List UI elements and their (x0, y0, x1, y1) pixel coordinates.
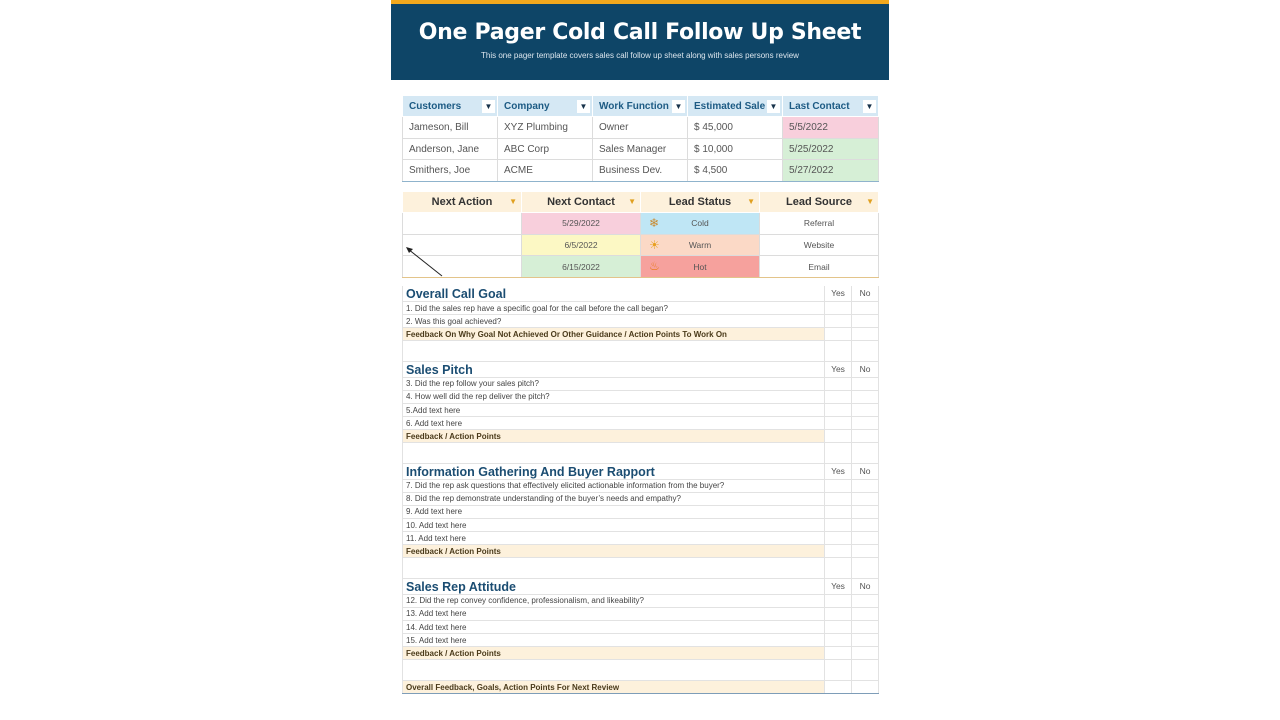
company-cell[interactable]: XYZ Plumbing (498, 117, 593, 139)
next-contact-cell[interactable]: 5/29/2022 (522, 213, 641, 235)
page-title: One Pager Cold Call Follow Up Sheet (418, 20, 862, 45)
question-text: 11. Add text here (403, 532, 825, 545)
feedback-label: Feedback On Why Goal Not Achieved Or Other Guidance / Action Points To Work On (403, 328, 825, 341)
feedback-label: Feedback / Action Points (403, 430, 825, 443)
one-pager-sheet (391, 0, 889, 720)
yes-cell[interactable] (825, 621, 852, 634)
feedback-row (403, 647, 879, 660)
section-header-row (403, 579, 879, 595)
column-header-last-contact[interactable]: Last Contact ▼ (783, 96, 879, 117)
no-cell[interactable] (852, 479, 879, 492)
question-text: 2. Was this goal achieved? (403, 315, 825, 328)
no-header: No (852, 579, 879, 595)
customer-cell[interactable]: Jameson, Bill (403, 117, 498, 139)
yes-cell[interactable] (825, 492, 852, 505)
no-header: No (852, 286, 879, 302)
no-cell[interactable] (852, 519, 879, 532)
yes-cell[interactable] (825, 634, 852, 647)
function-cell[interactable]: Sales Manager (593, 138, 688, 160)
fire-icon: ♨ (649, 259, 660, 274)
no-cell[interactable] (852, 417, 879, 430)
yes-header: Yes (825, 464, 852, 480)
final-feedback-row (403, 681, 879, 694)
customers-header-row (403, 96, 879, 117)
next-contact-cell[interactable]: 6/5/2022 (522, 234, 641, 256)
dropdown-arrow-icon[interactable]: ▼ (577, 100, 590, 113)
yes-header: Yes (825, 362, 852, 378)
customer-cell[interactable]: Smithers, Joe (403, 160, 498, 182)
question-row (403, 532, 879, 545)
customer-cell[interactable]: Anderson, Jane (403, 138, 498, 160)
question-row (403, 302, 879, 315)
section-title: Sales Pitch (403, 362, 825, 378)
question-row (403, 403, 879, 416)
question-text: 10. Add text here (403, 519, 825, 532)
page-subtitle: This one pager template covers sales call follow up sheet along with sales persons review (481, 51, 799, 60)
question-row (403, 417, 879, 430)
table-row (403, 138, 879, 160)
lead-status-label: Warm (688, 240, 712, 251)
customers-table (402, 95, 879, 182)
next-action-cell[interactable] (403, 213, 522, 235)
action-header-row (403, 192, 879, 213)
column-header-lead-source[interactable]: Lead Source ▼ (760, 192, 879, 213)
no-header: No (852, 464, 879, 480)
no-cell[interactable] (852, 315, 879, 328)
lead-source-cell[interactable]: Referral (760, 213, 879, 235)
final-feedback-label: Overall Feedback, Goals, Action Points For Next Review (403, 681, 825, 694)
feedback-input[interactable] (403, 443, 825, 464)
yes-cell[interactable] (825, 479, 852, 492)
next-contact-cell[interactable]: 6/15/2022 (522, 256, 641, 278)
lead-status-cell[interactable] (641, 256, 760, 278)
last-contact-cell[interactable]: 5/5/2022 (783, 117, 879, 139)
feedback-input[interactable] (403, 660, 825, 681)
sale-cell[interactable]: $ 4,500 (688, 160, 783, 182)
question-text: 6. Add text here (403, 417, 825, 430)
company-cell[interactable]: ABC Corp (498, 138, 593, 160)
feedback-input-row (403, 341, 879, 362)
feedback-input-row (403, 558, 879, 579)
question-text: 3. Did the rep follow your sales pitch? (403, 377, 825, 390)
question-row (403, 594, 879, 607)
question-text: 1. Did the sales rep have a specific goal for the call before the call began? (403, 302, 825, 315)
no-cell[interactable] (852, 634, 879, 647)
section-title: Overall Call Goal (403, 286, 825, 302)
feedback-row (403, 430, 879, 443)
question-row (403, 377, 879, 390)
lead-status-label: Hot (693, 261, 707, 272)
yes-cell[interactable] (825, 505, 852, 518)
function-cell[interactable]: Owner (593, 117, 688, 139)
table-row (403, 213, 879, 235)
company-cell[interactable]: ACME (498, 160, 593, 182)
question-row (403, 519, 879, 532)
lead-status-cell[interactable] (641, 213, 760, 235)
no-cell[interactable] (852, 390, 879, 403)
feedback-input[interactable] (403, 341, 825, 362)
no-cell[interactable] (852, 594, 879, 607)
question-row (403, 315, 879, 328)
no-cell[interactable] (852, 492, 879, 505)
lead-source-cell[interactable]: Email (760, 256, 879, 278)
question-row (403, 505, 879, 518)
lead-status-cell[interactable] (641, 234, 760, 256)
column-header-company[interactable]: Company ▼ (498, 96, 593, 117)
question-text: 12. Did the rep convey confidence, professionalism, and likeability? (403, 594, 825, 607)
table-row (403, 117, 879, 139)
no-cell[interactable] (852, 377, 879, 390)
yes-cell[interactable] (825, 594, 852, 607)
question-text: 7. Did the rep ask questions that effectively elicited actionable information from the buyer? (403, 479, 825, 492)
yes-cell[interactable] (825, 390, 852, 403)
feedback-input-row (403, 443, 879, 464)
last-contact-cell[interactable]: 5/25/2022 (783, 138, 879, 160)
question-row (403, 607, 879, 620)
yes-cell[interactable] (825, 403, 852, 416)
no-cell[interactable] (852, 403, 879, 416)
no-cell[interactable] (852, 532, 879, 545)
question-text: 14. Add text here (403, 621, 825, 634)
section-title: Information Gathering And Buyer Rapport (403, 464, 825, 480)
no-cell[interactable] (852, 505, 879, 518)
column-header-estimated-sale[interactable]: Estimated Sale ▼ (688, 96, 783, 117)
dropdown-arrow-icon[interactable]: ▼ (509, 197, 517, 206)
yes-cell[interactable] (825, 302, 852, 315)
dropdown-arrow-icon[interactable]: ▼ (767, 100, 780, 113)
feedback-label: Feedback / Action Points (403, 545, 825, 558)
question-text: 9. Add text here (403, 505, 825, 518)
sale-cell[interactable]: $ 45,000 (688, 117, 783, 139)
yes-header: Yes (825, 579, 852, 595)
lead-source-cell[interactable]: Website (760, 234, 879, 256)
dropdown-arrow-icon[interactable]: ▼ (747, 197, 755, 206)
sun-icon: ☀ (649, 237, 660, 252)
question-text: 5.Add text here (403, 403, 825, 416)
section-title: Sales Rep Attitude (403, 579, 825, 595)
yes-cell[interactable] (825, 315, 852, 328)
review-table (402, 286, 879, 694)
lead-status-label: Cold (691, 218, 709, 229)
feedback-row (403, 328, 879, 341)
question-text: 15. Add text here (403, 634, 825, 647)
function-cell[interactable]: Business Dev. (593, 160, 688, 182)
column-header-work-function[interactable]: Work Function ▼ (593, 96, 688, 117)
yes-cell[interactable] (825, 377, 852, 390)
dropdown-arrow-icon[interactable]: ▼ (628, 197, 636, 206)
no-cell[interactable] (852, 621, 879, 634)
sale-cell[interactable]: $ 10,000 (688, 138, 783, 160)
question-row (403, 390, 879, 403)
question-row (403, 492, 879, 505)
section-header-row (403, 286, 879, 302)
snow-icon: ❄ (649, 216, 660, 230)
question-row (403, 634, 879, 647)
yes-cell[interactable] (825, 607, 852, 620)
header-banner (391, 0, 889, 80)
section-header-row (403, 464, 879, 480)
yes-cell[interactable] (825, 519, 852, 532)
column-header-lead-status[interactable]: Lead Status ▼ (641, 192, 760, 213)
question-text: 8. Did the rep demonstrate understanding of the buyer’s needs and empathy? (403, 492, 825, 505)
section-header-row (403, 362, 879, 378)
diagonal-arrow-icon (402, 236, 521, 279)
column-header-customers[interactable]: Customers ▼ (403, 96, 498, 117)
dropdown-arrow-icon[interactable]: ▼ (863, 100, 876, 113)
dropdown-arrow-icon[interactable]: ▼ (482, 100, 495, 113)
yes-cell[interactable] (825, 417, 852, 430)
question-row (403, 621, 879, 634)
dropdown-arrow-icon[interactable]: ▼ (866, 197, 874, 206)
feedback-label: Feedback / Action Points (403, 647, 825, 660)
feedback-row (403, 545, 879, 558)
table-row (403, 160, 879, 182)
no-header: No (852, 362, 879, 378)
feedback-input-row (403, 660, 879, 681)
dropdown-arrow-icon[interactable]: ▼ (672, 100, 685, 113)
column-header-next-contact[interactable]: Next Contact ▼ (522, 192, 641, 213)
no-cell[interactable] (852, 607, 879, 620)
question-text: 4. How well did the rep deliver the pitch? (403, 390, 825, 403)
last-contact-cell[interactable]: 5/27/2022 (783, 160, 879, 182)
no-cell[interactable] (852, 302, 879, 315)
feedback-input[interactable] (403, 558, 825, 579)
question-row (403, 479, 879, 492)
column-header-next-action[interactable]: Next Action ▼ (403, 192, 522, 213)
yes-header: Yes (825, 286, 852, 302)
question-text: 13. Add text here (403, 607, 825, 620)
yes-cell[interactable] (825, 532, 852, 545)
